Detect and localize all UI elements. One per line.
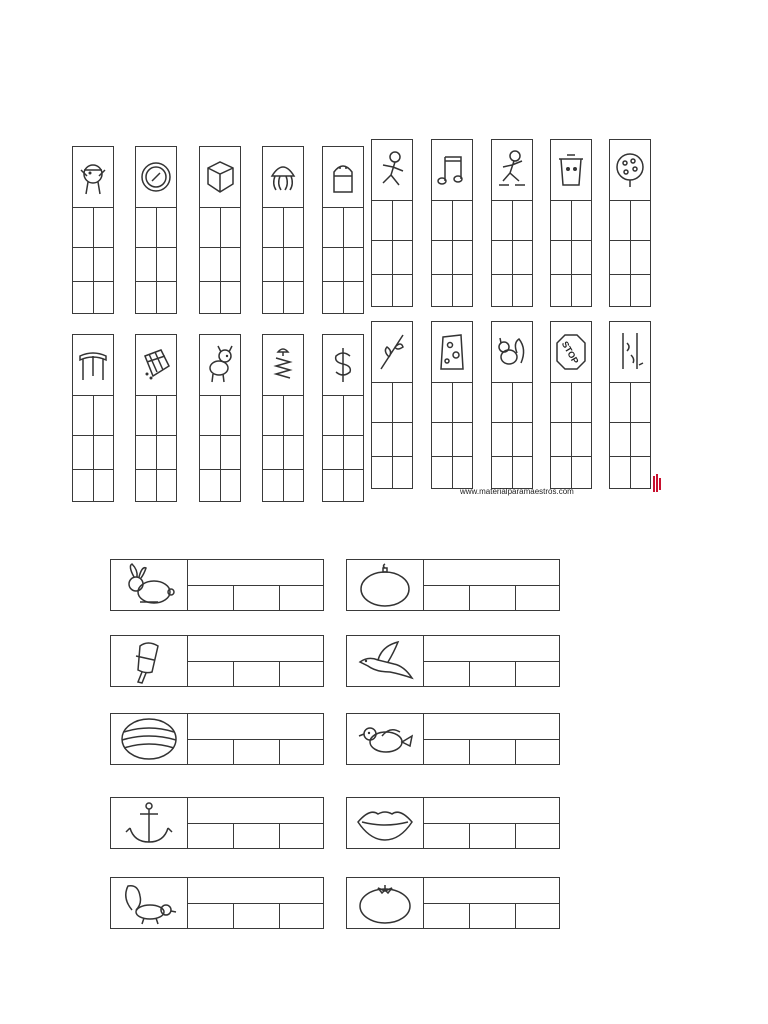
word-card-cookie: [609, 139, 651, 307]
skunk-icon: [118, 880, 180, 926]
stop-sign-icon: [554, 329, 588, 375]
cookie-icon: [613, 147, 647, 193]
table-icon: [76, 342, 110, 388]
word-card-squirrel: [491, 321, 533, 489]
word-card-table: [72, 334, 114, 502]
word-card-spring-toy: [262, 334, 304, 502]
jellyfish-icon: [266, 154, 300, 200]
pirate-icon: [76, 154, 110, 200]
word-card-popsicle: [110, 635, 324, 687]
dollar-sign-icon: [326, 342, 360, 388]
word-card-branch: [371, 321, 413, 489]
plate-icon: [139, 154, 173, 200]
rabbit-icon: [118, 562, 180, 608]
word-card-mechanic: [371, 139, 413, 307]
ball-icon: [118, 716, 180, 762]
corner-mark-icon: [652, 472, 662, 494]
word-card-tree-bark: [609, 321, 651, 489]
word-card-stop-sign: [550, 321, 592, 489]
word-card-dollar-sign: [322, 334, 364, 502]
word-card-rabbit: [110, 559, 324, 611]
salt-shaker-icon: [326, 154, 360, 200]
word-card-package: [199, 146, 241, 314]
package-icon: [203, 154, 237, 200]
word-card-cage: [135, 334, 177, 502]
word-card-dove: [346, 635, 560, 687]
word-card-tomato: [346, 877, 560, 929]
word-card-trash-can: [550, 139, 592, 307]
word-card-music-note: [431, 139, 473, 307]
bird-icon: [354, 716, 416, 762]
dog-icon: [203, 342, 237, 388]
word-card-anchor: [110, 797, 324, 849]
spring-toy-icon: [266, 342, 300, 388]
word-card-dog: [199, 334, 241, 502]
word-card-ball: [110, 713, 324, 765]
skater-icon: [495, 147, 529, 193]
word-card-salt-shaker: [322, 146, 364, 314]
music-note-icon: [435, 147, 469, 193]
lips-icon: [354, 800, 416, 846]
word-card-pirate: [72, 146, 114, 314]
dove-icon: [354, 638, 416, 684]
trash-can-icon: [554, 147, 588, 193]
popsicle-icon: [118, 638, 180, 684]
stop-sign-text: STOP: [559, 339, 581, 366]
mechanic-icon: [375, 147, 409, 193]
word-card-bird: [346, 713, 560, 765]
tomato-icon: [354, 880, 416, 926]
word-card-cheese: [431, 321, 473, 489]
word-card-plate: [135, 146, 177, 314]
footer-website-url: www.materialparamaestros.com: [460, 487, 574, 496]
cage-icon: [139, 342, 173, 388]
anchor-icon: [118, 800, 180, 846]
squirrel-icon: [495, 329, 529, 375]
word-card-lips: [346, 797, 560, 849]
cheese-icon: [435, 329, 469, 375]
branch-icon: [375, 329, 409, 375]
word-card-ornament: [346, 559, 560, 611]
word-card-skunk: [110, 877, 324, 929]
tree-bark-icon: [613, 329, 647, 375]
word-card-skater: [491, 139, 533, 307]
ornament-icon: [354, 562, 416, 608]
word-card-jellyfish: [262, 146, 304, 314]
